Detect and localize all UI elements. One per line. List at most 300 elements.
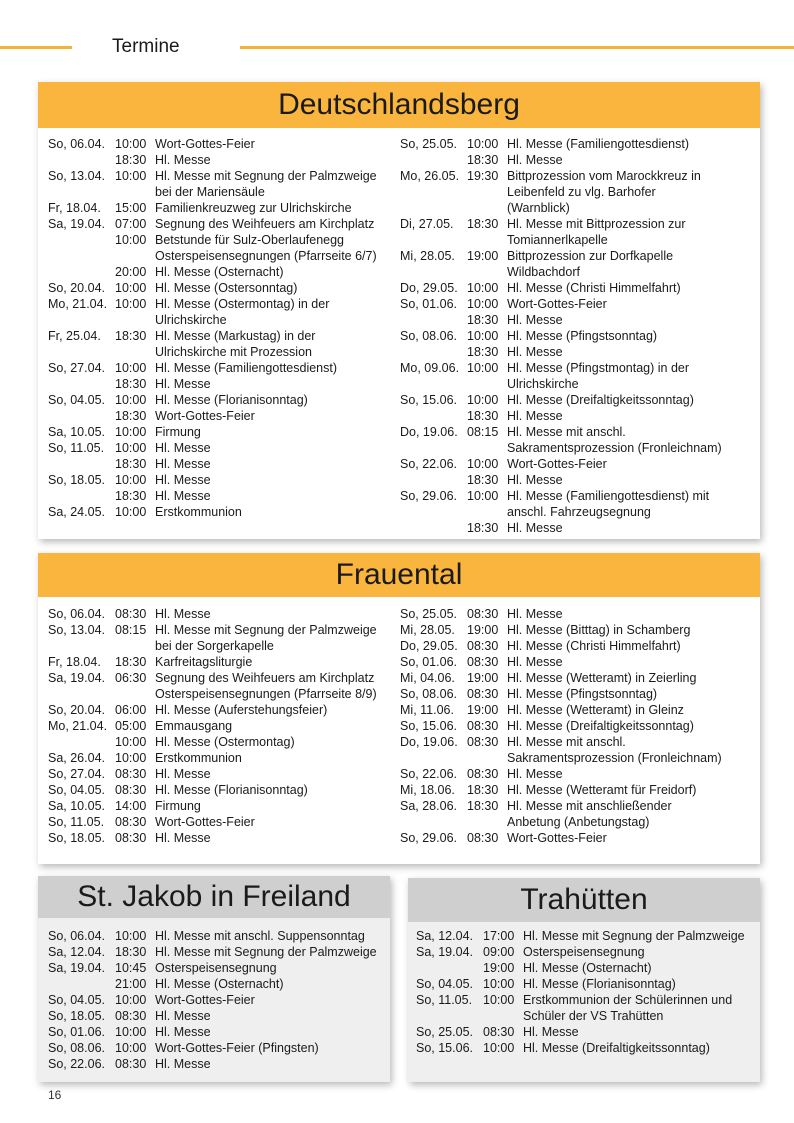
schedule-time: 08:30	[115, 783, 147, 797]
schedule-row	[416, 960, 760, 976]
schedule-column-left	[48, 136, 402, 536]
schedule-row	[48, 344, 402, 360]
schedule-event: Wort-Gottes-Feier	[507, 457, 607, 471]
schedule-date: So, 22.06.	[48, 1057, 105, 1071]
schedule-date: Do, 19.06.	[400, 425, 458, 439]
schedule-time	[467, 750, 507, 766]
schedule-time: 08:30	[467, 655, 499, 669]
schedule-event: Firmung	[155, 425, 201, 439]
schedule-event: Hl. Messe	[507, 655, 563, 669]
schedule-date: Sa, 19.04.	[48, 671, 105, 685]
schedule-time: 08:30	[115, 1009, 147, 1023]
schedule-row	[400, 782, 754, 798]
schedule-date: Sa, 28.06.	[400, 799, 457, 813]
schedule-time	[467, 200, 507, 216]
schedule-time: 18:30	[115, 489, 147, 503]
schedule-event: Hl. Messe	[523, 1025, 579, 1039]
schedule-row	[48, 1056, 390, 1072]
schedule-date: Fr, 18.04.	[48, 655, 101, 669]
schedule-event: Erstkommunion	[155, 751, 242, 765]
schedule-date: So, 11.05.	[416, 993, 473, 1007]
schedule-row	[400, 392, 754, 408]
schedule-date: So, 25.05.	[400, 137, 457, 151]
schedule-date	[400, 408, 467, 424]
schedule-row	[48, 152, 402, 168]
schedule-time: 08:30	[467, 639, 499, 653]
schedule-row	[48, 928, 390, 944]
schedule-time: 10:00	[467, 489, 499, 503]
page-header-title: Termine	[112, 36, 180, 57]
schedule-event: Hl. Messe	[155, 1057, 211, 1071]
schedule-date: So, 04.05.	[48, 393, 105, 407]
schedule-time: 10:00	[115, 137, 147, 151]
schedule-event: Hl. Messe	[507, 313, 563, 327]
schedule-row	[400, 248, 754, 264]
section-title: Frauental	[38, 553, 760, 597]
schedule-time: 10:00	[467, 393, 499, 407]
schedule-time: 07:00	[115, 217, 147, 231]
schedule-time: 10:00	[115, 751, 147, 765]
schedule-date: So, 01.06.	[400, 655, 457, 669]
schedule-time: 18:30	[115, 945, 147, 959]
schedule-time	[115, 184, 155, 200]
schedule-event: Hl. Messe (Pfingstmontag) in der	[507, 361, 690, 375]
schedule-date	[400, 440, 467, 456]
schedule-time: 20:00	[115, 265, 147, 279]
schedule-time: 08:30	[467, 735, 499, 749]
schedule-time: 18:30	[467, 345, 499, 359]
schedule-date	[48, 638, 115, 654]
schedule-event: Hl. Messe	[155, 473, 211, 487]
schedule-date: So, 22.06.	[400, 457, 457, 471]
schedule-event: Betstunde für Sulz-Oberlaufenegg	[155, 233, 345, 247]
schedule-event: Osterspeisensegnungen (Pfarrseite 8/9)	[155, 687, 377, 701]
schedule-row	[48, 232, 402, 248]
schedule-time: 18:30	[115, 457, 147, 471]
schedule-row	[400, 520, 754, 536]
schedule-date: Mi, 28.05.	[400, 623, 455, 637]
schedule-date: So, 01.06.	[400, 297, 457, 311]
schedule-row	[48, 408, 402, 424]
schedule-date: So, 13.04.	[48, 169, 105, 183]
schedule-time: 19:00	[467, 671, 499, 685]
section-deutschlandsberg	[38, 82, 760, 539]
schedule-row	[48, 798, 402, 814]
schedule-time: 10:00	[115, 393, 147, 407]
schedule-row	[400, 456, 754, 472]
schedule-time: 10:00	[467, 281, 499, 295]
schedule-time: 08:30	[115, 1057, 147, 1071]
schedule-row	[48, 472, 402, 488]
schedule-row	[400, 200, 754, 216]
schedule-row	[48, 1040, 390, 1056]
schedule-date: So, 06.04.	[48, 929, 105, 943]
schedule-event: Hl. Messe (Familiengottesdienst) mit	[507, 489, 710, 503]
schedule-event: Wort-Gottes-Feier (Pfingsten)	[155, 1041, 319, 1055]
schedule-event: Hl. Messe (Osternacht)	[523, 961, 652, 975]
schedule-date: So, 06.04.	[48, 607, 105, 621]
schedule-row	[48, 1024, 390, 1040]
schedule-time: 18:30	[467, 799, 499, 813]
schedule-date	[48, 264, 115, 280]
schedule-row	[48, 296, 402, 312]
schedule-event: Wort-Gottes-Feier	[155, 409, 255, 423]
schedule-date: Sa, 12.04.	[48, 945, 105, 959]
schedule-date: Sa, 10.05.	[48, 799, 105, 813]
schedule-time: 08:30	[467, 767, 499, 781]
schedule-event: Hl. Messe	[155, 441, 211, 455]
schedule-date: Mi, 18.06.	[400, 783, 455, 797]
schedule-row	[400, 424, 754, 440]
schedule-time	[467, 814, 507, 830]
schedule-row	[48, 718, 402, 734]
schedule-date: So, 01.06.	[48, 1025, 105, 1039]
schedule-row	[400, 280, 754, 296]
schedule-date: So, 08.06.	[400, 329, 457, 343]
schedule-time	[467, 376, 507, 392]
schedule-row	[400, 750, 754, 766]
schedule-row	[48, 944, 390, 960]
schedule-time: 19:00	[483, 961, 515, 975]
schedule-event: Hl. Messe (Florianisonntag)	[155, 783, 308, 797]
schedule-event: Karfreitagsliturgie	[155, 655, 253, 669]
schedule-date: Mo, 26.05.	[400, 169, 460, 183]
schedule-row	[48, 622, 402, 638]
schedule-date	[48, 344, 115, 360]
schedule-row	[48, 638, 402, 654]
schedule-date: So, 08.06.	[48, 1041, 105, 1055]
schedule-event: Hl. Messe (Ostermontag) in der	[155, 297, 330, 311]
schedule-event: Familienkreuzweg zur Ulrichskirche	[155, 201, 352, 215]
schedule-time: 18:30	[467, 783, 499, 797]
schedule-event: Firmung	[155, 799, 201, 813]
schedule-event: Hl. Messe (Dreifaltigkeitssonntag)	[507, 719, 694, 733]
schedule-event: Hl. Messe	[507, 409, 563, 423]
schedule-row	[400, 718, 754, 734]
schedule-row	[48, 686, 402, 702]
schedule-time	[483, 1008, 523, 1024]
schedule-date	[48, 976, 115, 992]
schedule-row	[400, 328, 754, 344]
schedule-date: Sa, 19.04.	[48, 961, 105, 975]
schedule-event: Hl. Messe	[155, 831, 211, 845]
schedule-time: 08:30	[115, 831, 147, 845]
schedule-event: Bittprozession zur Dorfkapelle	[507, 249, 674, 263]
schedule-event: Ulrichskirche mit Prozession	[155, 345, 312, 359]
schedule-row	[400, 216, 754, 232]
schedule-event: Hl. Messe mit anschl.	[507, 735, 626, 749]
schedule-time: 08:30	[467, 719, 499, 733]
schedule-row	[48, 216, 402, 232]
schedule-row	[48, 830, 402, 846]
schedule-date	[400, 200, 467, 216]
schedule-event: Hl. Messe	[155, 1009, 211, 1023]
schedule-row	[48, 392, 402, 408]
schedule-time: 08:30	[115, 767, 147, 781]
schedule-event: Hl. Messe mit anschl. Suppensonntag	[155, 929, 365, 943]
schedule-row	[400, 408, 754, 424]
schedule-date	[48, 232, 115, 248]
schedule-event: Hl. Messe (Pfingstsonntag)	[507, 687, 658, 701]
schedule-time: 08:30	[483, 1025, 515, 1039]
schedule-date	[48, 152, 115, 168]
schedule-time: 08:30	[467, 607, 499, 621]
schedule-row	[48, 702, 402, 718]
schedule-date: Do, 29.05.	[400, 639, 458, 653]
schedule-time: 18:30	[467, 473, 499, 487]
schedule-row	[400, 638, 754, 654]
schedule-row	[48, 456, 402, 472]
schedule-date	[400, 264, 467, 280]
schedule-time	[115, 686, 155, 702]
schedule-row	[48, 1008, 390, 1024]
schedule-time: 18:30	[467, 217, 499, 231]
schedule-time: 18:30	[467, 409, 499, 423]
schedule-row	[400, 686, 754, 702]
section-st-jakob-in-freiland	[38, 876, 390, 1082]
schedule-row	[48, 248, 402, 264]
schedule-date: Sa, 26.04.	[48, 751, 105, 765]
schedule-row	[48, 750, 402, 766]
schedule-date	[400, 312, 467, 328]
schedule-date: Fr, 18.04.	[48, 201, 101, 215]
schedule-row	[48, 424, 402, 440]
schedule-date: Sa, 24.05.	[48, 505, 105, 519]
schedule-date	[400, 520, 467, 536]
schedule-event: Erstkommunion	[155, 505, 242, 519]
schedule-date: Mo, 09.06.	[400, 361, 460, 375]
schedule-event: Hl. Messe	[155, 1025, 211, 1039]
schedule-time: 10:00	[483, 993, 515, 1007]
schedule-time: 10:00	[467, 361, 499, 375]
schedule-row	[400, 360, 754, 376]
schedule-event: Hl. Messe (Ostersonntag)	[155, 281, 298, 295]
schedule-time	[467, 264, 507, 280]
schedule-row	[416, 1040, 760, 1056]
schedule-event: Hl. Messe (Pfingstsonntag)	[507, 329, 658, 343]
schedule-row	[48, 440, 402, 456]
schedule-date	[400, 376, 467, 392]
schedule-date	[400, 344, 467, 360]
schedule-event: Hl. Messe (Ostermontag)	[155, 735, 295, 749]
schedule-date	[416, 960, 483, 976]
schedule-date: Sa, 19.04.	[416, 945, 473, 959]
schedule-row	[48, 976, 390, 992]
schedule-event: Wort-Gottes-Feier	[155, 993, 255, 1007]
schedule-time: 05:00	[115, 719, 147, 733]
schedule-time: 10:00	[115, 735, 147, 749]
schedule-row	[400, 232, 754, 248]
schedule-row	[400, 344, 754, 360]
schedule-row	[48, 280, 402, 296]
schedule-row	[400, 670, 754, 686]
schedule-date: So, 22.06.	[400, 767, 457, 781]
schedule-event: Hl. Messe	[507, 521, 563, 535]
header-rule-right	[240, 46, 794, 49]
schedule-time: 18:30	[115, 329, 147, 343]
schedule-date: So, 27.04.	[48, 361, 105, 375]
schedule-event: Wort-Gottes-Feier	[155, 815, 255, 829]
schedule-date: So, 20.04.	[48, 281, 105, 295]
schedule-time: 10:00	[115, 473, 147, 487]
schedule-column-left	[48, 606, 402, 846]
schedule-time: 08:30	[115, 607, 147, 621]
schedule-row	[48, 654, 402, 670]
schedule-date: Di, 27.05.	[400, 217, 454, 231]
schedule-event: Bittprozession vom Marockkreuz in	[507, 169, 701, 183]
header-rule-left	[0, 46, 72, 49]
schedule-date	[400, 472, 467, 488]
schedule-row	[400, 264, 754, 280]
schedule-event: Hl. Messe	[507, 345, 563, 359]
schedule-event: Hl. Messe	[507, 473, 563, 487]
schedule-row	[416, 928, 760, 944]
schedule-event: (Warnblick)	[507, 201, 570, 215]
schedule-event: Hl. Messe mit anschließender	[507, 799, 672, 813]
schedule-event: Segnung des Weihfeuers am Kirchplatz	[155, 217, 375, 231]
schedule-column-right	[400, 606, 754, 846]
schedule-time: 18:30	[115, 153, 147, 167]
schedule-event: Hl. Messe mit Segnung der Palmzweige	[155, 623, 377, 637]
schedule-time: 18:30	[467, 153, 499, 167]
schedule-row	[48, 734, 402, 750]
schedule-date: So, 04.05.	[48, 993, 105, 1007]
schedule-time: 10:00	[467, 137, 499, 151]
schedule-event: Hl. Messe mit anschl.	[507, 425, 626, 439]
schedule-date: Sa, 12.04.	[416, 929, 473, 943]
schedule-time	[115, 344, 155, 360]
schedule-date: Mi, 28.05.	[400, 249, 455, 263]
schedule-row	[400, 734, 754, 750]
schedule-time: 06:30	[115, 671, 147, 685]
schedule-date	[400, 750, 467, 766]
schedule-time: 21:00	[115, 977, 147, 991]
schedule-date: So, 15.06.	[416, 1041, 473, 1055]
schedule-row	[400, 654, 754, 670]
schedule-event: Osterspeisensegnung	[523, 945, 645, 959]
schedule-date: So, 29.06.	[400, 831, 457, 845]
schedule-event: Sakramentsprozession (Fronleichnam)	[507, 441, 722, 455]
schedule-event: Hl. Messe	[507, 767, 563, 781]
schedule-event: Hl. Messe (Osternacht)	[155, 977, 284, 991]
schedule-time	[467, 440, 507, 456]
schedule-row	[400, 312, 754, 328]
schedule-date: So, 11.05.	[48, 815, 105, 829]
section-frauental	[38, 553, 760, 864]
schedule-time	[115, 248, 155, 264]
schedule-time: 10:00	[115, 361, 147, 375]
schedule-row	[400, 296, 754, 312]
schedule-date: So, 11.05.	[48, 441, 105, 455]
schedule-date	[400, 152, 467, 168]
schedule-time: 10:00	[115, 1025, 147, 1039]
schedule-event: Erstkommunion der Schülerinnen und	[523, 993, 733, 1007]
schedule-date: Sa, 10.05.	[48, 425, 105, 439]
schedule-time: 10:00	[115, 505, 147, 519]
schedule-list	[416, 928, 760, 1056]
schedule-event: Hl. Messe	[507, 607, 563, 621]
schedule-date: So, 04.05.	[416, 977, 473, 991]
schedule-event: Hl. Messe	[155, 767, 211, 781]
schedule-time: 17:00	[483, 929, 515, 943]
schedule-event: Wildbachdorf	[507, 265, 580, 279]
schedule-event: Osterspeisensegnungen (Pfarrseite 6/7)	[155, 249, 377, 263]
schedule-row	[48, 376, 402, 392]
schedule-event: Schüler der VS Trahütten	[523, 1009, 664, 1023]
schedule-event: Ulrichskirche	[155, 313, 227, 327]
schedule-row	[400, 504, 754, 520]
schedule-row	[48, 312, 402, 328]
schedule-row	[48, 264, 402, 280]
schedule-event: bei der Sorgerkapelle	[155, 639, 274, 653]
schedule-time: 10:00	[115, 929, 147, 943]
schedule-date	[400, 184, 467, 200]
schedule-time: 10:00	[115, 169, 147, 183]
schedule-event: Emmausgang	[155, 719, 233, 733]
schedule-event: Wort-Gottes-Feier	[507, 831, 607, 845]
schedule-time: 08:30	[115, 815, 147, 829]
schedule-date	[416, 1008, 483, 1024]
schedule-time: 10:00	[483, 1041, 515, 1055]
schedule-time: 19:30	[467, 169, 499, 183]
schedule-event: Hl. Messe (Christi Himmelfahrt)	[507, 281, 681, 295]
schedule-time: 10:00	[115, 1041, 147, 1055]
schedule-date: Sa, 19.04.	[48, 217, 105, 231]
section-title: St. Jakob in Freiland	[38, 876, 390, 918]
schedule-row	[48, 168, 402, 184]
schedule-date: So, 25.05.	[416, 1025, 473, 1039]
schedule-row	[400, 376, 754, 392]
schedule-date: Mi, 11.06.	[400, 703, 454, 717]
schedule-row	[400, 622, 754, 638]
schedule-date	[48, 488, 115, 504]
schedule-date	[48, 248, 115, 264]
schedule-date	[48, 734, 115, 750]
schedule-row	[48, 766, 402, 782]
schedule-event: Wort-Gottes-Feier	[155, 137, 255, 151]
schedule-date	[48, 312, 115, 328]
schedule-time: 08:15	[467, 425, 499, 439]
schedule-event: Hl. Messe	[155, 377, 211, 391]
schedule-time: 10:00	[115, 425, 147, 439]
schedule-date: Mo, 21.04.	[48, 297, 108, 311]
schedule-event: Hl. Messe	[155, 153, 211, 167]
schedule-time	[115, 638, 155, 654]
schedule-date	[48, 686, 115, 702]
schedule-time: 10:45	[115, 961, 147, 975]
page-number: 16	[48, 1088, 62, 1102]
schedule-time: 18:30	[467, 521, 499, 535]
schedule-list	[48, 928, 390, 1072]
schedule-event: Ulrichskirche	[507, 377, 579, 391]
schedule-date: So, 15.06.	[400, 393, 457, 407]
schedule-event: Hl. Messe	[507, 153, 563, 167]
schedule-event: Hl. Messe (Wetteramt) in Zeierling	[507, 671, 697, 685]
schedule-row	[400, 488, 754, 504]
schedule-event: anschl. Fahrzeugsegnung	[507, 505, 651, 519]
schedule-date	[400, 814, 467, 830]
schedule-event: Hl. Messe (Osternacht)	[155, 265, 284, 279]
schedule-row	[48, 504, 402, 520]
schedule-event: Hl. Messe (Florianisonntag)	[155, 393, 308, 407]
schedule-time: 10:00	[115, 441, 147, 455]
schedule-time: 10:00	[483, 977, 515, 991]
schedule-row	[400, 440, 754, 456]
schedule-date: So, 27.04.	[48, 767, 105, 781]
schedule-row	[48, 328, 402, 344]
schedule-date: So, 15.06.	[400, 719, 457, 733]
schedule-event: Hl. Messe mit Segnung der Palmzweige	[155, 945, 377, 959]
